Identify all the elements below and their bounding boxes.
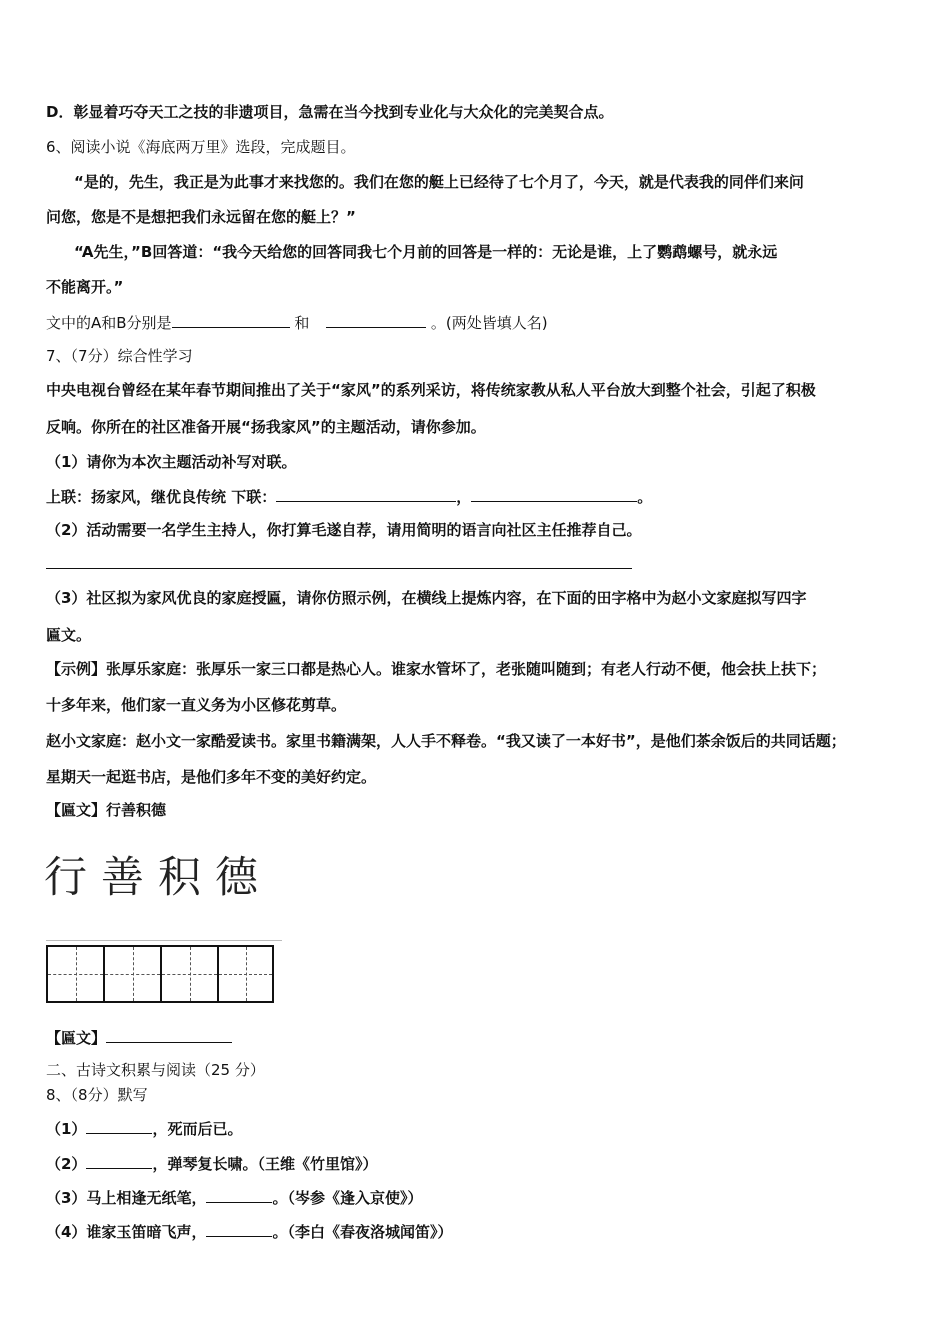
- couplet-comma: ，: [456, 488, 472, 506]
- plaque-characters: 行善积德: [44, 853, 272, 903]
- option-d: D．彰显着巧夺天工之技的非遗项目，急需在当今找到专业化与大众化的完美契合点。: [46, 103, 614, 121]
- passage-line-3: “A先生，”B回答道：“我今天给您的回答同我七个月前的回答是一样的：无论是谁，上了鹦鹉螺号，就永远: [74, 243, 778, 261]
- question-6-title: 6、阅读小说《海底两万里》选段，完成题目。: [46, 138, 356, 156]
- couplet-blank-2[interactable]: [471, 486, 637, 502]
- dictation-1-label: （1）: [46, 1120, 87, 1138]
- grid-cell-3[interactable]: [160, 945, 217, 1003]
- couplet-line: [46, 486, 652, 507]
- passage-line-2: 问您，您是不是想把我们永远留在您的艇上？”: [46, 208, 356, 226]
- prompt-text-a: 文中的A和B分别是: [46, 314, 172, 332]
- dictation-4-text-b: 。（李白《春夜洛城闻笛》）: [272, 1223, 453, 1241]
- prompt-text-b: 和: [294, 314, 310, 332]
- answer-blank-b[interactable]: [326, 312, 426, 328]
- question-7-intro-2: 反响。你所在的社区准备开展“扬我家风”的主题活动，请你参加。: [46, 418, 486, 436]
- plaque-answer-label: 【匾文】: [46, 1029, 107, 1047]
- zhao-family-line-2: 星期天一起逛书店，是他们多年不变的美好约定。: [46, 768, 377, 786]
- dictation-2-label: （2）: [46, 1155, 87, 1173]
- dictation-4: [46, 1221, 452, 1242]
- sub-question-2: （2）活动需要一名学生主持人，你打算毛遂自荐，请用简明的语言向社区主任推荐自己。: [46, 521, 642, 539]
- grid-cell-4[interactable]: [217, 945, 274, 1003]
- answer-blank-a[interactable]: [172, 312, 290, 328]
- plaque-answer-blank[interactable]: [106, 1027, 232, 1043]
- section-2-title: 二、古诗文积累与阅读（25 分）: [46, 1061, 265, 1079]
- sub-question-3-line-2: 匾文。: [46, 626, 92, 644]
- question-7-title: 7、（7分）综合性学习: [46, 347, 193, 365]
- prompt-text-c: 。(两处皆填人名): [430, 314, 548, 332]
- passage-line-1: “是的，先生，我正是为此事才来找您的。我们在您的艇上已经待了七个月了，今天，就是代表我的同伴们来问: [74, 173, 804, 191]
- couplet-period: 。: [637, 488, 653, 506]
- passage-line-4: 不能离开。”: [46, 278, 124, 296]
- dictation-1-text: ，死而后已。: [152, 1120, 243, 1138]
- couplet-blank-1[interactable]: [276, 486, 456, 502]
- dictation-3-blank[interactable]: [206, 1187, 272, 1203]
- sub-question-1: （1）请你为本次主题活动补写对联。: [46, 453, 297, 471]
- grid-cell-2[interactable]: [103, 945, 160, 1003]
- question-7-intro-1: 中央电视台曾经在某年春节期间推出了关于“家风”的系列采访，将传统家教从私人平台放大到整个社会，引起了积极: [46, 381, 816, 399]
- dictation-4-blank[interactable]: [206, 1221, 272, 1237]
- dictation-1: [46, 1118, 242, 1139]
- example-line-1: 【示例】张厚乐家庭：张厚乐一家三口都是热心人。谁家水管坏了，老张随叫随到；有老人行动不便，他会扶上扶下；: [46, 660, 827, 678]
- dictation-3: [46, 1187, 422, 1208]
- dictation-1-blank[interactable]: [86, 1118, 152, 1134]
- grid-cell-1[interactable]: [46, 945, 103, 1003]
- dictation-3-text-a: （3）马上相逢无纸笔，: [46, 1189, 207, 1207]
- dictation-4-text-a: （4）谁家玉笛暗飞声，: [46, 1223, 207, 1241]
- dictation-2: [46, 1153, 377, 1174]
- plaque-answer: [46, 1027, 232, 1048]
- example-line-2: 十多年来，他们家一直义务为小区修花剪草。: [46, 696, 347, 714]
- dictation-2-blank[interactable]: [86, 1153, 152, 1169]
- plaque-example-label: 【匾文】行善积德: [46, 801, 167, 819]
- zhao-family-line-1: 赵小文家庭：赵小文一家酷爱读书。家里书籍满架，人人手不释卷。“我又读了一本好书”，是他们茶余饭后的共同话题；: [46, 732, 846, 750]
- dictation-2-text: ，弹琴复长啸。（王维《竹里馆》）: [152, 1155, 378, 1173]
- tianzige-grid[interactable]: [46, 940, 282, 1005]
- sub-question-3-line-1: （3）社区拟为家风优良的家庭授匾，请你仿照示例，在横线上提炼内容，在下面的田字格中为赵小文家庭拟写四字: [46, 589, 807, 607]
- couplet-text: 上联：扬家风，继优良传统 下联：: [46, 488, 277, 506]
- dictation-3-text-b: 。（岑参《逢入京使》）: [272, 1189, 423, 1207]
- answer-line[interactable]: [46, 568, 632, 569]
- question-8-title: 8、（8分）默写: [46, 1086, 148, 1104]
- question-6-prompt: [46, 312, 548, 333]
